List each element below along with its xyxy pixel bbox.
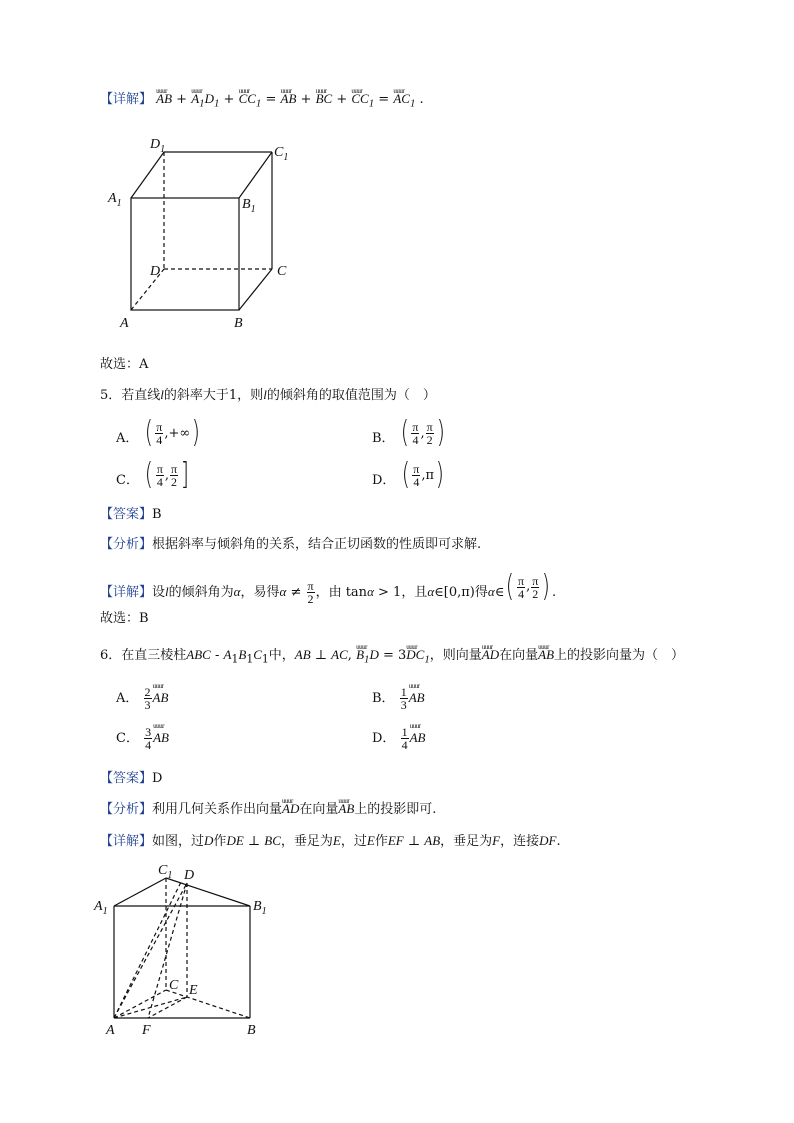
- q6-option-d[interactable]: D． $\frac{1}{4}$ uuur AB: [372, 726, 425, 751]
- prism-label-A1: $A_1$: [94, 899, 108, 917]
- prism-label-E: E: [189, 983, 198, 998]
- cube-label-D: D: [150, 264, 161, 279]
- q6-option-b[interactable]: B． $\frac{1}{3}$ uuur AB: [372, 686, 425, 711]
- q6-option-c[interactable]: C． $\frac{3}{4}$ uuur AB: [116, 726, 169, 751]
- prism-label-F: F: [142, 1023, 151, 1038]
- cube-label-A1: $A_1$: [108, 191, 122, 209]
- q5-option-b[interactable]: B． ( $\frac{\pi}{4}$ , $\frac{\pi}{2}$ ): [372, 415, 445, 450]
- cube-label-A: A: [120, 316, 129, 331]
- q5-analysis: 【分析】根据斜率与倾斜角的关系，结合正切函数的性质即可求解.: [100, 537, 482, 552]
- vector-sum-formula: uuur AB + uuur $A_1D_1$ + uuur $CC_1$ = uuur AB + uuur BC + uuur $CC_1$ = uuur $AC_1$ .: [156, 92, 423, 107]
- q6-option-a[interactable]: A． $\frac{2}{3}$ uuur AB: [116, 686, 168, 711]
- q5-answer: 【答案】B: [100, 507, 162, 522]
- prism-label-C1: $C_1$: [158, 863, 173, 881]
- q5-option-d[interactable]: D． ( $\frac{\pi}{4}$ ,π ): [372, 457, 445, 492]
- q6-stem: 6．在直三棱柱ABC - $A_1B_1C_1$中，AB ⊥ AC, uuur $B_1D$ = 3uuur $DC_1$，则向量uuur AD在向量uuur AB上的投影向量为（ ）: [100, 646, 684, 669]
- q6-analysis: 【分析】利用几何关系作出向量uuur AD在向量uuur AB上的投影即可.: [100, 800, 436, 819]
- q5-conclusion: 故选：B: [100, 611, 149, 626]
- q6-answer: 【答案】D: [100, 771, 163, 786]
- prism-figure: [90, 858, 290, 1043]
- q4-detail-line: [100, 90, 424, 113]
- prism-label-B: B: [247, 1023, 256, 1038]
- q6-detail: 【详解】如图，过D作DE ⊥ BC，垂足为E，过E作EF ⊥ AB，垂足为F，连接DF.: [100, 833, 561, 849]
- q5-option-c[interactable]: C． ( $\frac{\pi}{4}$ , $\frac{\pi}{2}$ ]: [116, 457, 190, 492]
- q5-stem: 5．若直线l的斜率大于1，则l的倾斜角的取值范围为（ ）: [100, 387, 436, 403]
- q5-detail: 【详解】设l的倾斜角为α，易得α ≠ $\frac{\pi}{2}$ ，由 tanα > 1，且α∈[0,π)得α∈ ( $\frac{\pi}{4}$ , $\frac{\pi}{2}$ ) .: [100, 569, 557, 606]
- prism-label-C: C: [169, 978, 179, 993]
- prism-label-B1: $B_1$: [253, 899, 267, 917]
- q4-conclusion: 故选：A: [100, 357, 149, 372]
- prism-label-A: A: [106, 1023, 115, 1038]
- cube-label-C: C: [277, 264, 287, 279]
- q5-option-a[interactable]: A． ( $\frac{\pi}{4}$ ,+∞ ): [116, 415, 201, 450]
- cube-label-D1: $D_1$: [150, 137, 166, 155]
- detail-tag: 【详解】: [100, 92, 153, 107]
- cube-label-C1: $C_1$: [274, 145, 289, 163]
- cube-label-B1: $B_1$: [242, 197, 256, 215]
- cube-figure: [100, 130, 310, 335]
- cube-label-B: B: [234, 316, 243, 331]
- prism-label-D: D: [184, 868, 195, 883]
